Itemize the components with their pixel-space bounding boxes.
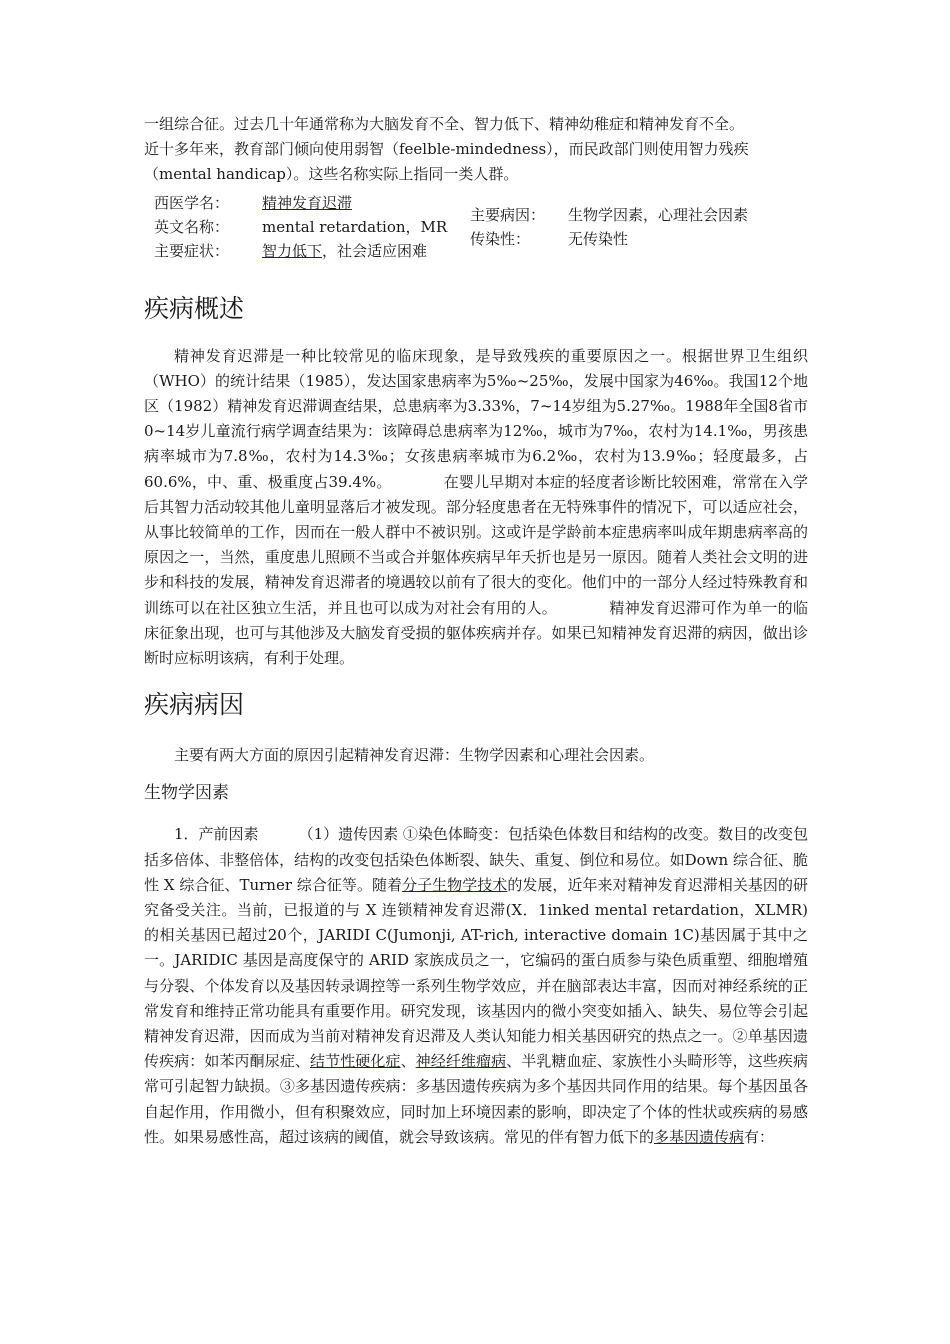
genetic-text-1: （1）遗传因素 ①染色体畸变：包括染色体数目和结构的改变。数目的改变包括多倍体、非整倍体，结构的改变包括染色体断裂、缺失、重复、倒位和易位。如Down 综合征、脆性 X 综合征、Turner 综合征等。随着 bbox=[144, 825, 808, 894]
symptoms-value bbox=[262, 239, 427, 263]
genetic-text-2: 的发展，近年来对精神发育迟滞相关基因的研究备受关注。当前，已报道的与 X 连锁精神发育迟滞(X．1inked mental retardation，XLMR)的相关基因已超过20个，JARIDI C(Jumonji, AT-rich, interactive domain 1C)基因属于其中之一。JARIDIC 基因是高度保守的 ARID 家族成员之一，它编码的蛋白质参与染色质重塑、细胞增殖与分裂、个体发育以及基因转录调控等一系列生物学效应，并在脑部表达丰富，因而对神经系统的正常发育和维持正常功能具有重要作用。研究发现，该基因内的微小突变如插入、缺失、易位等会引起精神发育迟滞，因而成为当前对精神发育迟滞及人类认知能力相关基因研究的热点之一。②单基因遗传疾病：如苯丙酮尿症、 bbox=[144, 875, 808, 1071]
causes-intro: 主要有两大方面的原因引起精神发育迟滞：生物学因素和心理社会因素。 bbox=[174, 746, 655, 765]
symptoms-rest: ，社会适应困难 bbox=[322, 241, 428, 260]
contagion-label: 传染性： bbox=[470, 229, 531, 248]
info-row-western-name bbox=[154, 191, 454, 215]
causes-heading: 疾病病因 bbox=[144, 690, 245, 720]
polygenic-disease-link[interactable]: 多基因遗传病 bbox=[654, 1127, 745, 1146]
overview-heading: 疾病概述 bbox=[144, 293, 245, 323]
cause-label: 主要病因： bbox=[470, 205, 546, 224]
cause-value: 生物学因素，心理社会因素 bbox=[568, 205, 749, 224]
neurofibromatosis-link[interactable]: 神经纤维瘤病 bbox=[415, 1052, 507, 1071]
overview-text-2: 在婴儿早期对本症的轻度者诊断比较困难，常常在入学后其智力活动较其他儿童明显落后才被发现。部分轻度患者在无特殊事件的情况下，可以适应社会，从事比较简单的工作，因而在一般人群中不被识别。这或许是学龄前本症患病率叫成年期患病率高的原因之一，当然，重度患儿照顾不当或合并躯体疾病早年夭折也是另一原因。随着人类社会文明的进步和科技的发展，精神发育迟滞者的境遇较以前有了很大的变化。他们中的一部分人经过特殊教育和训练可以在社区独立生活，并且也可以成为对社会有用的人。 bbox=[144, 472, 808, 617]
overview-text-1: 精神发育迟滞是一种比较常见的临床现象，是导致残疾的重要原因之一。根据世界卫生组织（WHO）的统计结果（1985），发达国家患病率为5‰~25‰，发展中国家为46‰。我国12个地区（1982）精神发育迟滞调查结果，总患病率为3.33%，7~14岁组为5.27‰。1988年全国8省市0~14岁儿童流行病学调查结果为：该障碍总患病率为12‰，城市为7‰，农村为14.1‰，男孩患病率城市为7.8‰，农村为14.3‰；女孩患病率城市为6.2‰，农村为13.9‰；轻度最多，占60.6%，中、重、极重度占39.4%。 bbox=[144, 346, 808, 491]
document-page bbox=[144, 112, 808, 1150]
overview-paragraph bbox=[144, 344, 808, 672]
molecular-biology-link[interactable]: 分子生物学技术 bbox=[402, 875, 508, 894]
disease-info-table bbox=[144, 191, 808, 277]
genetic-text-3: 、 bbox=[400, 1052, 416, 1071]
info-row-contagion bbox=[470, 227, 790, 251]
western-name-link[interactable]: 精神发育迟滞 bbox=[262, 193, 353, 212]
prenatal-label: 1．产前因素 bbox=[174, 825, 259, 844]
info-row-english-name bbox=[154, 215, 454, 239]
contagion-value: 无传染性 bbox=[568, 229, 629, 248]
english-name-value: mental retardation，MR bbox=[262, 217, 448, 236]
tuberous-sclerosis-link[interactable]: 结节性硬化症 bbox=[310, 1052, 401, 1071]
symptoms-label: 主要症状： bbox=[154, 241, 230, 260]
genetic-text-4: 、半乳糖血症、家族性小头畸形等，这些疾病常可引起智力缺损。③多基因遗传疾病：多基因遗传疾病为多个基因共同作用的结果。每个基因虽各自起作用，作用微小，但有积聚效应，同时加上环境因素的影响，即决定了个体的性状或疾病的易感性。如果易感性高，超过该病的阈值，就会导致该病。常见的伴有智力低下的 bbox=[144, 1052, 808, 1146]
western-name-label: 西医学名： bbox=[154, 193, 230, 212]
intro-line-3: （mental handicap）。这些名称实际上指同一类人群。 bbox=[144, 165, 519, 184]
prenatal-paragraph bbox=[144, 822, 808, 1150]
genetic-text-5: 有： bbox=[744, 1127, 775, 1146]
intro-paragraph bbox=[144, 112, 808, 188]
info-row-cause bbox=[470, 203, 790, 227]
biological-factors-subheading: 生物学因素 bbox=[144, 783, 229, 804]
info-row-symptoms bbox=[154, 239, 474, 263]
english-name-label: 英文名称： bbox=[154, 217, 230, 236]
symptoms-link[interactable]: 智力低下 bbox=[262, 241, 323, 260]
overview-text-3: 精神发育迟滞可作为单一的临床征象出现，也可与其他涉及大脑发育受损的躯体疾病并存。如果已知精神发育迟滞的病因，做出诊断时应标明该病，有利于处理。 bbox=[144, 598, 808, 668]
intro-line-2: 近十多年来，教育部门倾向使用弱智（feelble-mindedness），而民政部门则使用智力残疾 bbox=[144, 140, 749, 159]
intro-line-1: 一组综合征。过去几十年通常称为大脑发育不全、智力低下、精神幼稚症和精神发育不全。 bbox=[144, 115, 745, 133]
